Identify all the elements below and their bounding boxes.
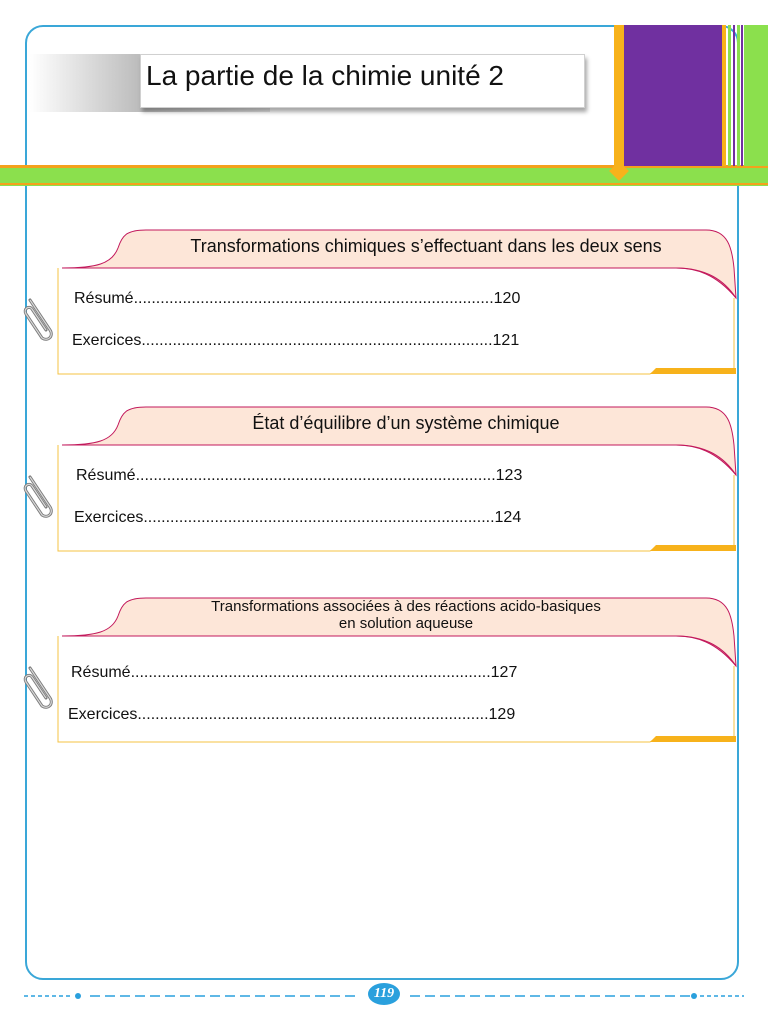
header-stripe [737,25,740,166]
paperclip-icon [20,664,60,712]
toc-entry-exercices[interactable]: Exercices...............................................................................129 [68,706,516,723]
page-number: 119 [368,983,400,1005]
section-title-line: Transformations associées à des réactions acido-basiques [211,598,601,615]
header-stripe [744,25,768,166]
header-purple-block [624,25,722,166]
page-title: La partie de la chimie unité 2 [146,60,504,91]
toc-entry-resume[interactable]: Résumé.................................................................................120 [74,290,521,307]
header-stripe [733,25,735,166]
header-orange-line-bottom [0,183,768,185]
toc-entry-exercices[interactable]: Exercices...............................................................................124 [74,509,522,526]
toc-entry-exercices[interactable]: Exercices...............................................................................121 [72,332,520,349]
toc-section [56,405,740,555]
header-stripe [741,25,743,166]
header-orange-bar [614,25,624,175]
header-stripe [722,25,726,166]
section-title: Transformations chimiques s’effectuant dans les deux sens [190,236,662,256]
paperclip-icon [20,296,60,344]
toc-entry-resume[interactable]: Résumé.................................................................................127 [71,664,518,681]
paperclip-icon [20,473,60,521]
toc-entry-resume[interactable]: Résumé.................................................................................123 [76,467,523,484]
section-title-line: en solution aqueuse [338,615,474,632]
section-title: État d’équilibre d’un système chimique [252,413,560,433]
toc-section [56,228,740,378]
toc-section [56,596,740,746]
header-stripe [728,25,731,166]
section-title [96,598,716,632]
